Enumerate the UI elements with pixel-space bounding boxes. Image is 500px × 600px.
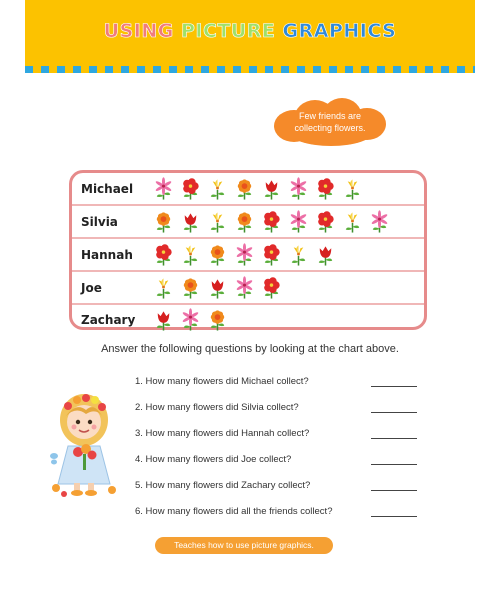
red-tulip-flower-icon: [179, 210, 202, 234]
orange-marigold-flower-icon: [152, 210, 175, 234]
callout-text: [268, 110, 392, 134]
instruction-text: Answer the following questions by looking at the chart above.: [101, 343, 399, 355]
chart-row: [72, 206, 424, 238]
question-4: 4. How many flowers did Joe collect?: [135, 454, 292, 465]
pink-lily-flower-icon: [368, 210, 391, 234]
red-hibiscus-flower-icon: [260, 210, 283, 234]
yellow-lily-flower-icon: [206, 210, 229, 234]
row-name: Joe: [81, 281, 102, 295]
title-word-2: PICTURE: [180, 20, 276, 42]
title-word-3: GRAPHICS: [282, 20, 397, 42]
row-flowers: [152, 210, 391, 234]
question-1: 1. How many flowers did Michael collect?: [135, 376, 309, 387]
red-tulip-flower-icon: [260, 177, 283, 201]
title-word-1: USING: [103, 20, 174, 42]
red-hibiscus-flower-icon: [260, 243, 283, 267]
row-flowers: [152, 243, 337, 267]
orange-marigold-flower-icon: [233, 177, 256, 201]
question-6: 6. How many flowers did all the friends collect?: [135, 506, 333, 517]
orange-marigold-flower-icon: [179, 276, 202, 300]
yellow-lily-flower-icon: [287, 243, 310, 267]
row-name: Zachary: [81, 313, 136, 327]
orange-marigold-flower-icon: [233, 210, 256, 234]
chart-row: [72, 173, 424, 205]
row-flowers: [152, 276, 283, 300]
page-title: [25, 20, 475, 42]
answer-blank-4: [371, 464, 417, 465]
yellow-lily-flower-icon: [341, 177, 364, 201]
yellow-lily-flower-icon: [206, 177, 229, 201]
pink-lily-flower-icon: [287, 210, 310, 234]
yellow-lily-flower-icon: [341, 210, 364, 234]
red-tulip-flower-icon: [206, 276, 229, 300]
row-flowers: [152, 177, 364, 201]
chart-row: [72, 272, 424, 304]
yellow-lily-flower-icon: [179, 243, 202, 267]
header-stripe: [25, 66, 475, 73]
row-name: Silvia: [81, 215, 118, 229]
red-hibiscus-flower-icon: [314, 210, 337, 234]
question-3: 3. How many flowers did Hannah collect?: [135, 428, 310, 439]
red-hibiscus-flower-icon: [152, 243, 175, 267]
question-5: 5. How many flowers did Zachary collect?: [135, 480, 311, 491]
girl-illustration: [46, 388, 122, 500]
pink-lily-flower-icon: [233, 243, 256, 267]
chart-row: [72, 239, 424, 271]
row-name: Hannah: [81, 248, 133, 262]
yellow-lily-flower-icon: [152, 276, 175, 300]
question-2: 2. How many flowers did Silvia collect?: [135, 402, 299, 413]
pictograph-chart: [69, 170, 427, 330]
red-hibiscus-flower-icon: [314, 177, 337, 201]
callout-line-2: collecting flowers.: [294, 123, 366, 133]
red-tulip-flower-icon: [314, 243, 337, 267]
pink-lily-flower-icon: [287, 177, 310, 201]
answer-blank-1: [371, 386, 417, 387]
answer-blank-2: [371, 412, 417, 413]
orange-marigold-flower-icon: [206, 308, 229, 332]
orange-marigold-flower-icon: [206, 243, 229, 267]
answer-blank-6: [371, 516, 417, 517]
red-hibiscus-flower-icon: [260, 276, 283, 300]
red-hibiscus-flower-icon: [179, 177, 202, 201]
callout-line-1: Few friends are: [298, 111, 362, 121]
pink-lily-flower-icon: [233, 276, 256, 300]
row-name: Michael: [81, 182, 134, 196]
row-flowers: [152, 308, 229, 332]
red-tulip-flower-icon: [152, 308, 175, 332]
chart-row: [72, 304, 424, 336]
answer-blank-3: [371, 438, 417, 439]
pink-lily-flower-icon: [179, 308, 202, 332]
pink-lily-flower-icon: [152, 177, 175, 201]
answer-blank-5: [371, 490, 417, 491]
footer-note: Teaches how to use picture graphics.: [155, 537, 333, 554]
